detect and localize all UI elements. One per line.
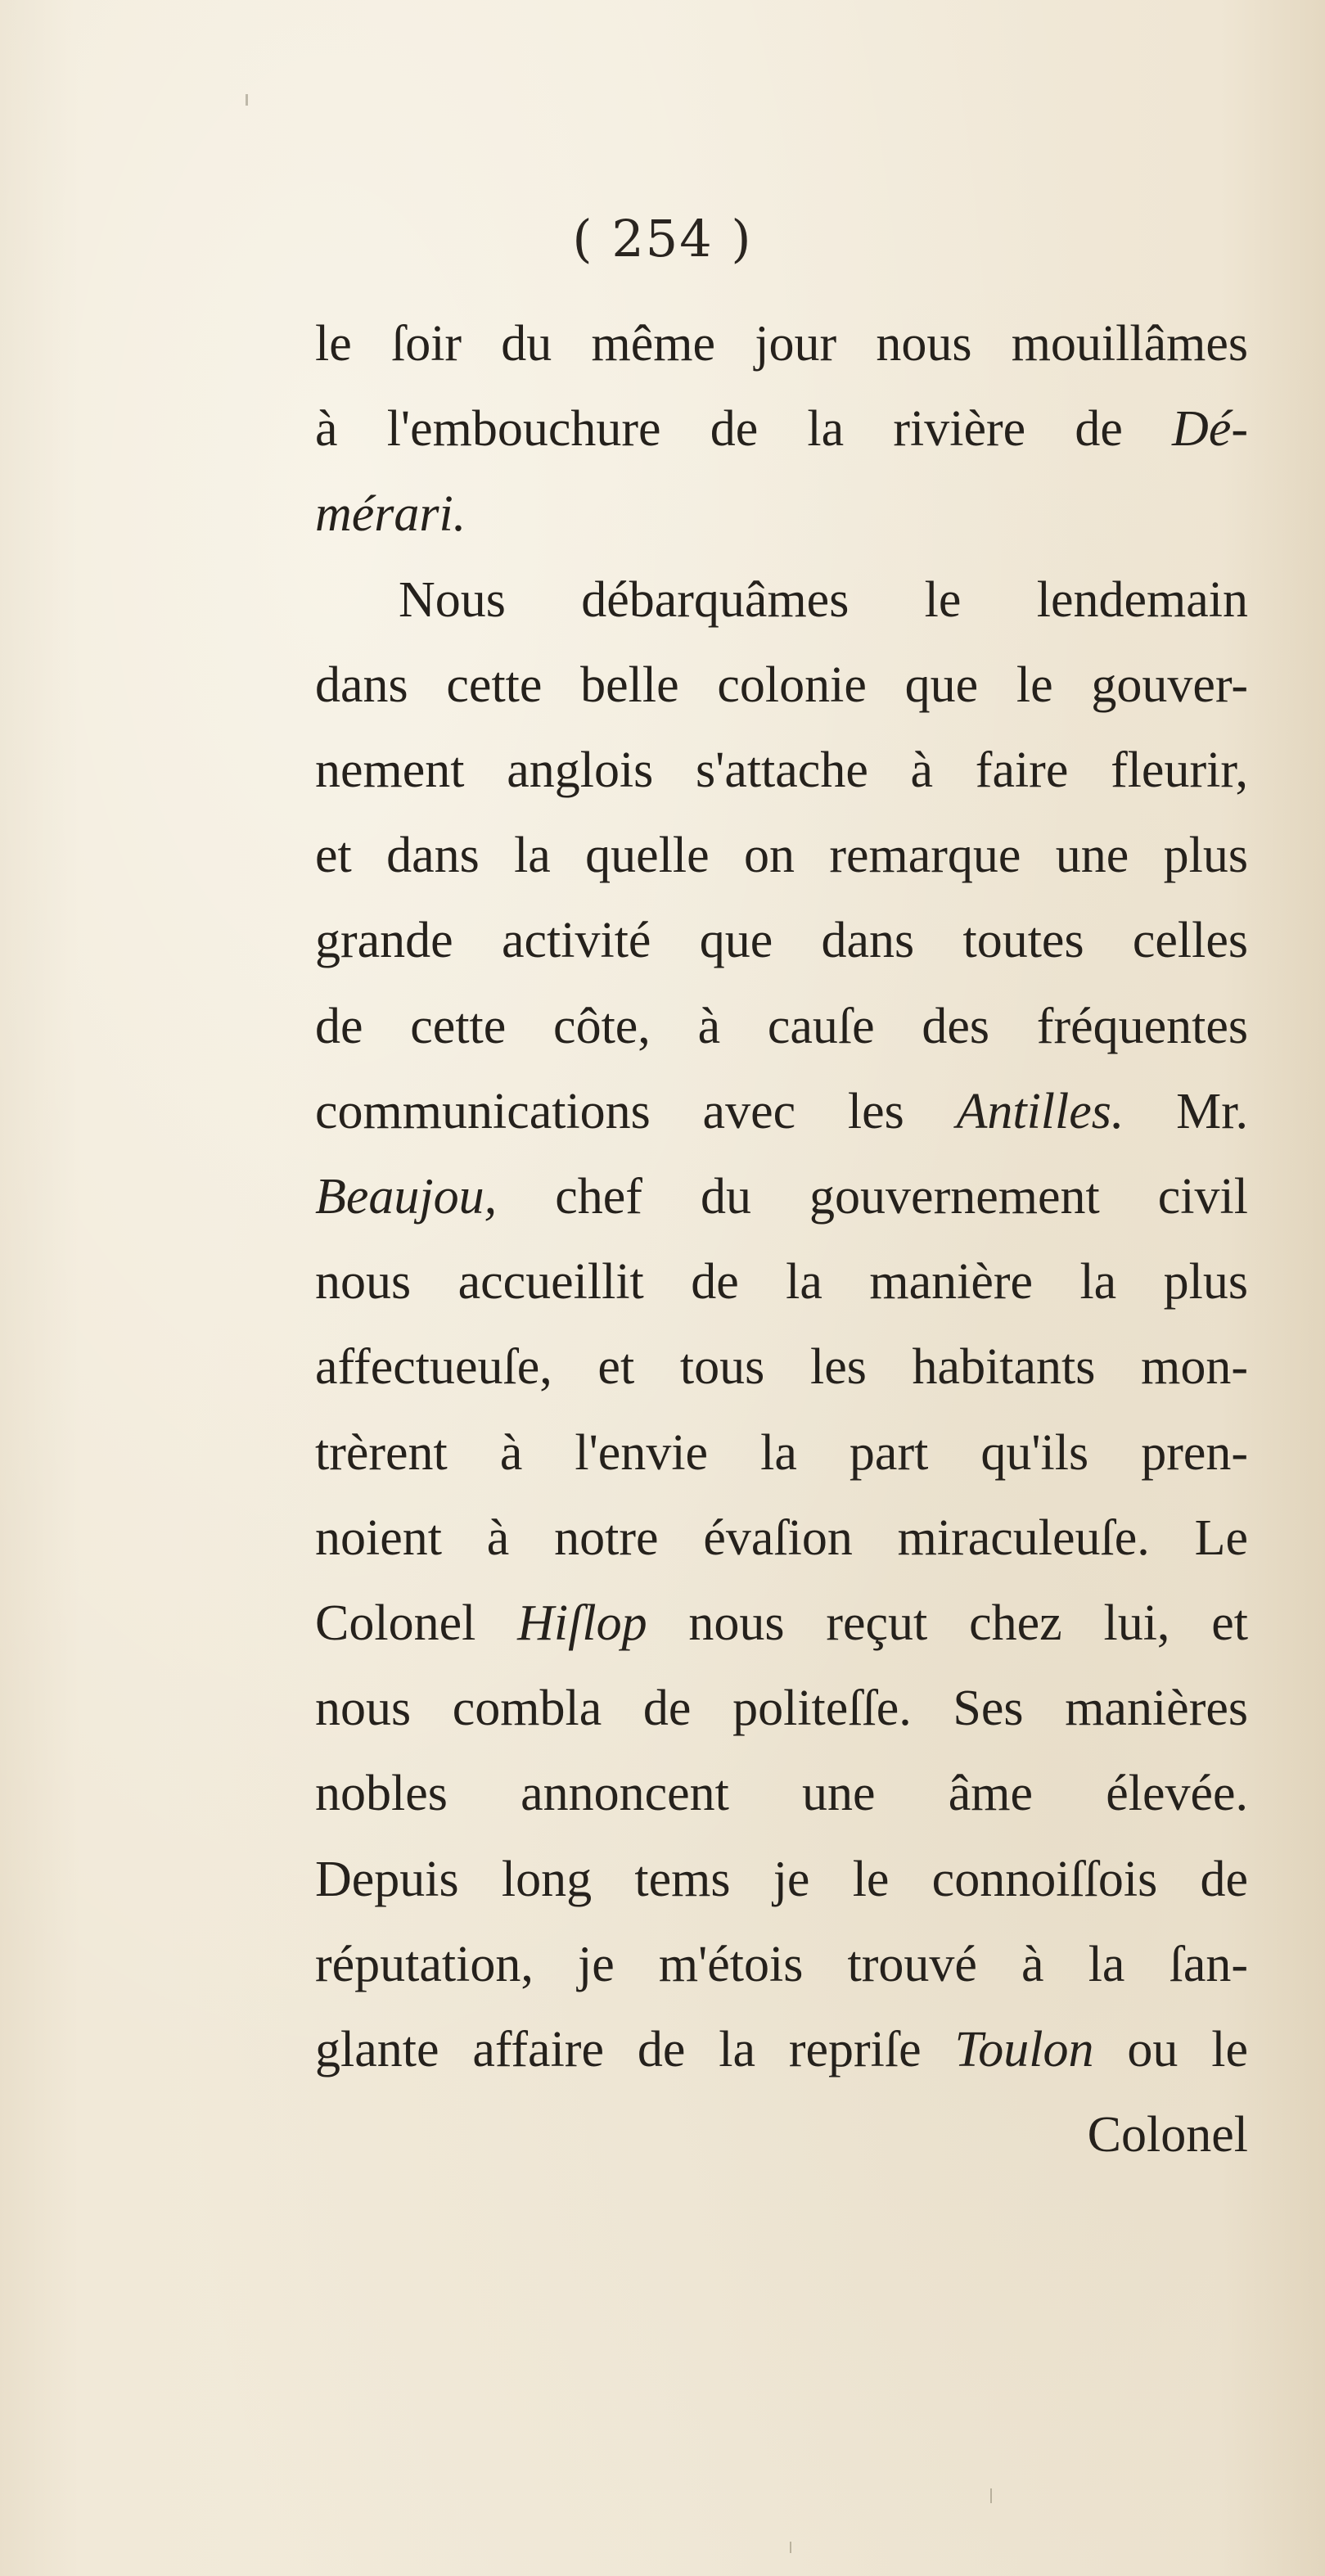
catchword: Colonel xyxy=(1087,2107,1248,2163)
text-run: nous reçut chez lui, et xyxy=(647,1595,1248,1651)
italic-text-run: Hiſlop xyxy=(517,1595,647,1651)
paper-speck xyxy=(246,94,248,106)
text-run: Nous débarquâmes le lendemain xyxy=(399,571,1248,628)
text-run: affectueuſe, et tous les habitants mon- xyxy=(315,1339,1248,1396)
text-run: dans cette belle colonie que le gouver- xyxy=(315,656,1248,713)
text-line xyxy=(315,1154,1248,1239)
text-run: Depuis long tems je le connoiſſois de xyxy=(315,1851,1248,1907)
text-run: nement anglois s'attache à faire fleurir, xyxy=(315,742,1248,798)
text-run: et dans la quelle on remarque une plus xyxy=(315,828,1248,884)
text-line xyxy=(315,728,1248,813)
text-run: ou le xyxy=(1093,2022,1249,2077)
text-line xyxy=(315,1410,1248,1496)
text-line xyxy=(315,2007,1248,2092)
text-line xyxy=(315,1922,1248,2007)
text-line xyxy=(315,301,1248,386)
italic-text-run: Beaujou, xyxy=(315,1169,498,1225)
text-line xyxy=(315,1666,1248,1751)
text-run: communications avec les xyxy=(315,1083,957,1139)
italic-text-run: Antilles. xyxy=(956,1083,1124,1139)
italic-text-run: Toulon xyxy=(954,2022,1094,2077)
text-run: le ſoir du même jour nous mouillâmes xyxy=(315,316,1248,372)
text-run: à l'embouchure de la rivière de xyxy=(315,401,1173,458)
text-run: noient à notre évaſion miraculeuſe. Le xyxy=(315,1509,1248,1566)
text-run: nous accueillit de la manière la plus xyxy=(315,1254,1248,1311)
text-line xyxy=(315,1751,1248,1836)
text-run: chef du gouvernement civil xyxy=(497,1169,1248,1225)
text-run: Colonel xyxy=(315,1595,518,1651)
paper-speck xyxy=(790,2542,791,2553)
text-line xyxy=(315,1239,1248,1324)
text-line xyxy=(399,557,1248,643)
text-line xyxy=(315,1837,1248,1922)
text-line xyxy=(315,643,1248,728)
text-run: grande activité que dans toutes celles xyxy=(315,913,1248,969)
text-run: de cette côte, à cauſe des fréquentes xyxy=(315,998,1248,1054)
text-line xyxy=(315,1324,1248,1410)
text-run: Mr. xyxy=(1124,1083,1248,1139)
text-run: nous combla de politeſſe. Ses manières xyxy=(315,1680,1248,1737)
page-number: ( 254 ) xyxy=(572,209,753,268)
text-line xyxy=(315,1069,1248,1154)
text-line xyxy=(315,984,1248,1069)
text-line xyxy=(315,813,1248,898)
text-line xyxy=(315,386,1248,471)
text-run: glante affaire de la repriſe xyxy=(315,2022,955,2077)
italic-text-run: Dé- xyxy=(1172,401,1248,458)
paper-speck xyxy=(990,2488,992,2503)
text-line xyxy=(315,1496,1248,1581)
text-line xyxy=(315,471,1248,557)
text-line xyxy=(315,898,1248,983)
text-run: trèrent à l'envie la part qu'ils pren- xyxy=(315,1424,1248,1481)
text-line xyxy=(315,1581,1248,1666)
text-run: nobles annoncent une âme élevée. xyxy=(315,1766,1248,1822)
italic-text-run: mérari. xyxy=(315,486,466,543)
text-run: réputation, je m'étois trouvé à la ſan- xyxy=(315,1936,1248,1992)
